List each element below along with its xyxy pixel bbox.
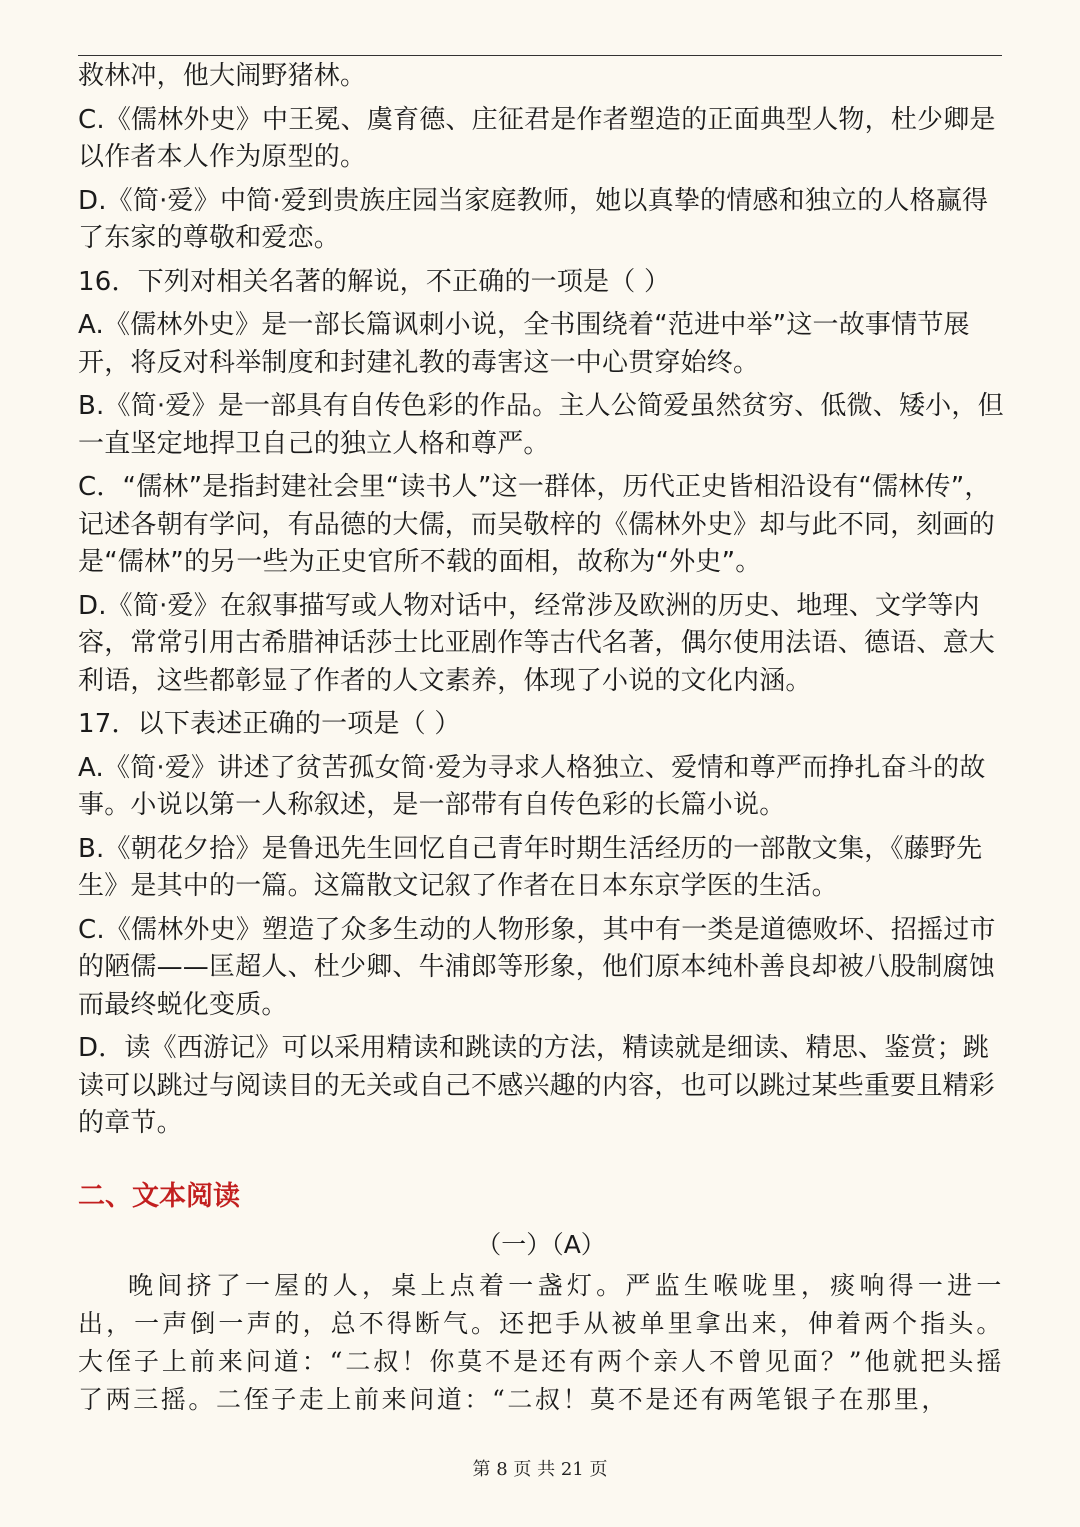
header-rule	[78, 55, 1002, 56]
text-line-1: 救林冲，他大闹野猪林。	[78, 61, 367, 91]
question-17: 17．以下表述正确的一项是（ ）	[78, 709, 461, 739]
option-16c: C．“儒林”是指封建社会里“读书人”这一群体，历代正史皆相沿设有“儒林传”，记述各朝有学问，有品德的大儒，而吴敬梓的《儒林外史》却与此不同，刻画的是“儒林”的另一些为正史官所不载的面相，故称为“外史”。	[78, 472, 996, 577]
option-17b: B.《朝花夕拾》是鲁迅先生回忆自己青年时期生活经历的一部散文集，《藤野先生》是其中的一篇。这篇散文记叙了作者在日本东京学医的生活。	[78, 833, 983, 901]
option-17a: A.《简·爱》讲述了贫苦孤女简·爱为寻求人格独立、爱情和尊严而挣扎奋斗的故事。小说以第一人称叙述，是一部带有自传色彩的长篇小说。	[78, 752, 986, 820]
page-footer: 第 8 页 共 21 页	[472, 1459, 608, 1480]
page-content	[78, 58, 1004, 1419]
option-16d: D.《简·爱》在叙事描写或人物对话中，经常涉及欧洲的历史、地理、文学等内容，常常引用古希腊神话莎士比亚剧作等古代名著，偶尔使用法语、德语、意大利语，这些都彰显了作者的人文素养，体现了小说的文化内涵。	[78, 590, 996, 696]
option-15c: C.《儒林外史》中王冕、虞育德、庄征君是作者塑造的正面典型人物，杜少卿是以作者本人作为原型的。	[78, 104, 996, 172]
section-title: 二、文本阅读	[78, 1180, 240, 1212]
question-16: 16．下列对相关名著的解说，不正确的一项是（ ）	[78, 266, 671, 297]
option-17c: C.《儒林外史》塑造了众多生动的人物形象，其中有一类是道德败坏、招摇过市的陋儒——匡超人、杜少卿、牛浦郎等形象，他们原本纯朴善良却被八股制腐蚀而最终蜕化变质。	[78, 914, 996, 1020]
option-16a: A.《儒林外史》是一部长篇讽刺小说，全书围绕着“范进中举”这一故事情节展开，将反对科举制度和封建礼教的毒害这一中心贯穿始终。	[78, 310, 970, 378]
reading-passage: 晚间挤了一屋的人，桌上点着一盏灯。严监生喉咙里，痰响得一进一出，一声倒一声的，总不得断气。还把手从被单里拿出来，伸着两个指头。大侄子上前来问道：“二叔！你莫不是还有两个亲人不曾见面？”他就把头摇了两三摇。二侄子走上前来问道：“二叔！莫不是还有两笔银子在那里，	[78, 1270, 1004, 1414]
option-15d: D.《简·爱》中简·爱到贵族庄园当家庭教师，她以真挚的情感和独立的人格赢得了东家的尊敬和爱恋。	[78, 185, 989, 253]
option-16b: B.《简·爱》是一部具有自传色彩的作品。主人公简爱虽然贫穷、低微、矮小，但一直坚定地捍卫自己的独立人格和尊严。	[78, 391, 1004, 459]
option-17d: D．读《西游记》可以采用精读和跳读的方法，精读就是细读、精思、鉴赏；跳读可以跳过与阅读目的无关或自己不感兴趣的内容，也可以跳过某些重要且精彩的章节。	[78, 1033, 996, 1138]
reading-subtitle: （一）（A）	[476, 1229, 606, 1259]
